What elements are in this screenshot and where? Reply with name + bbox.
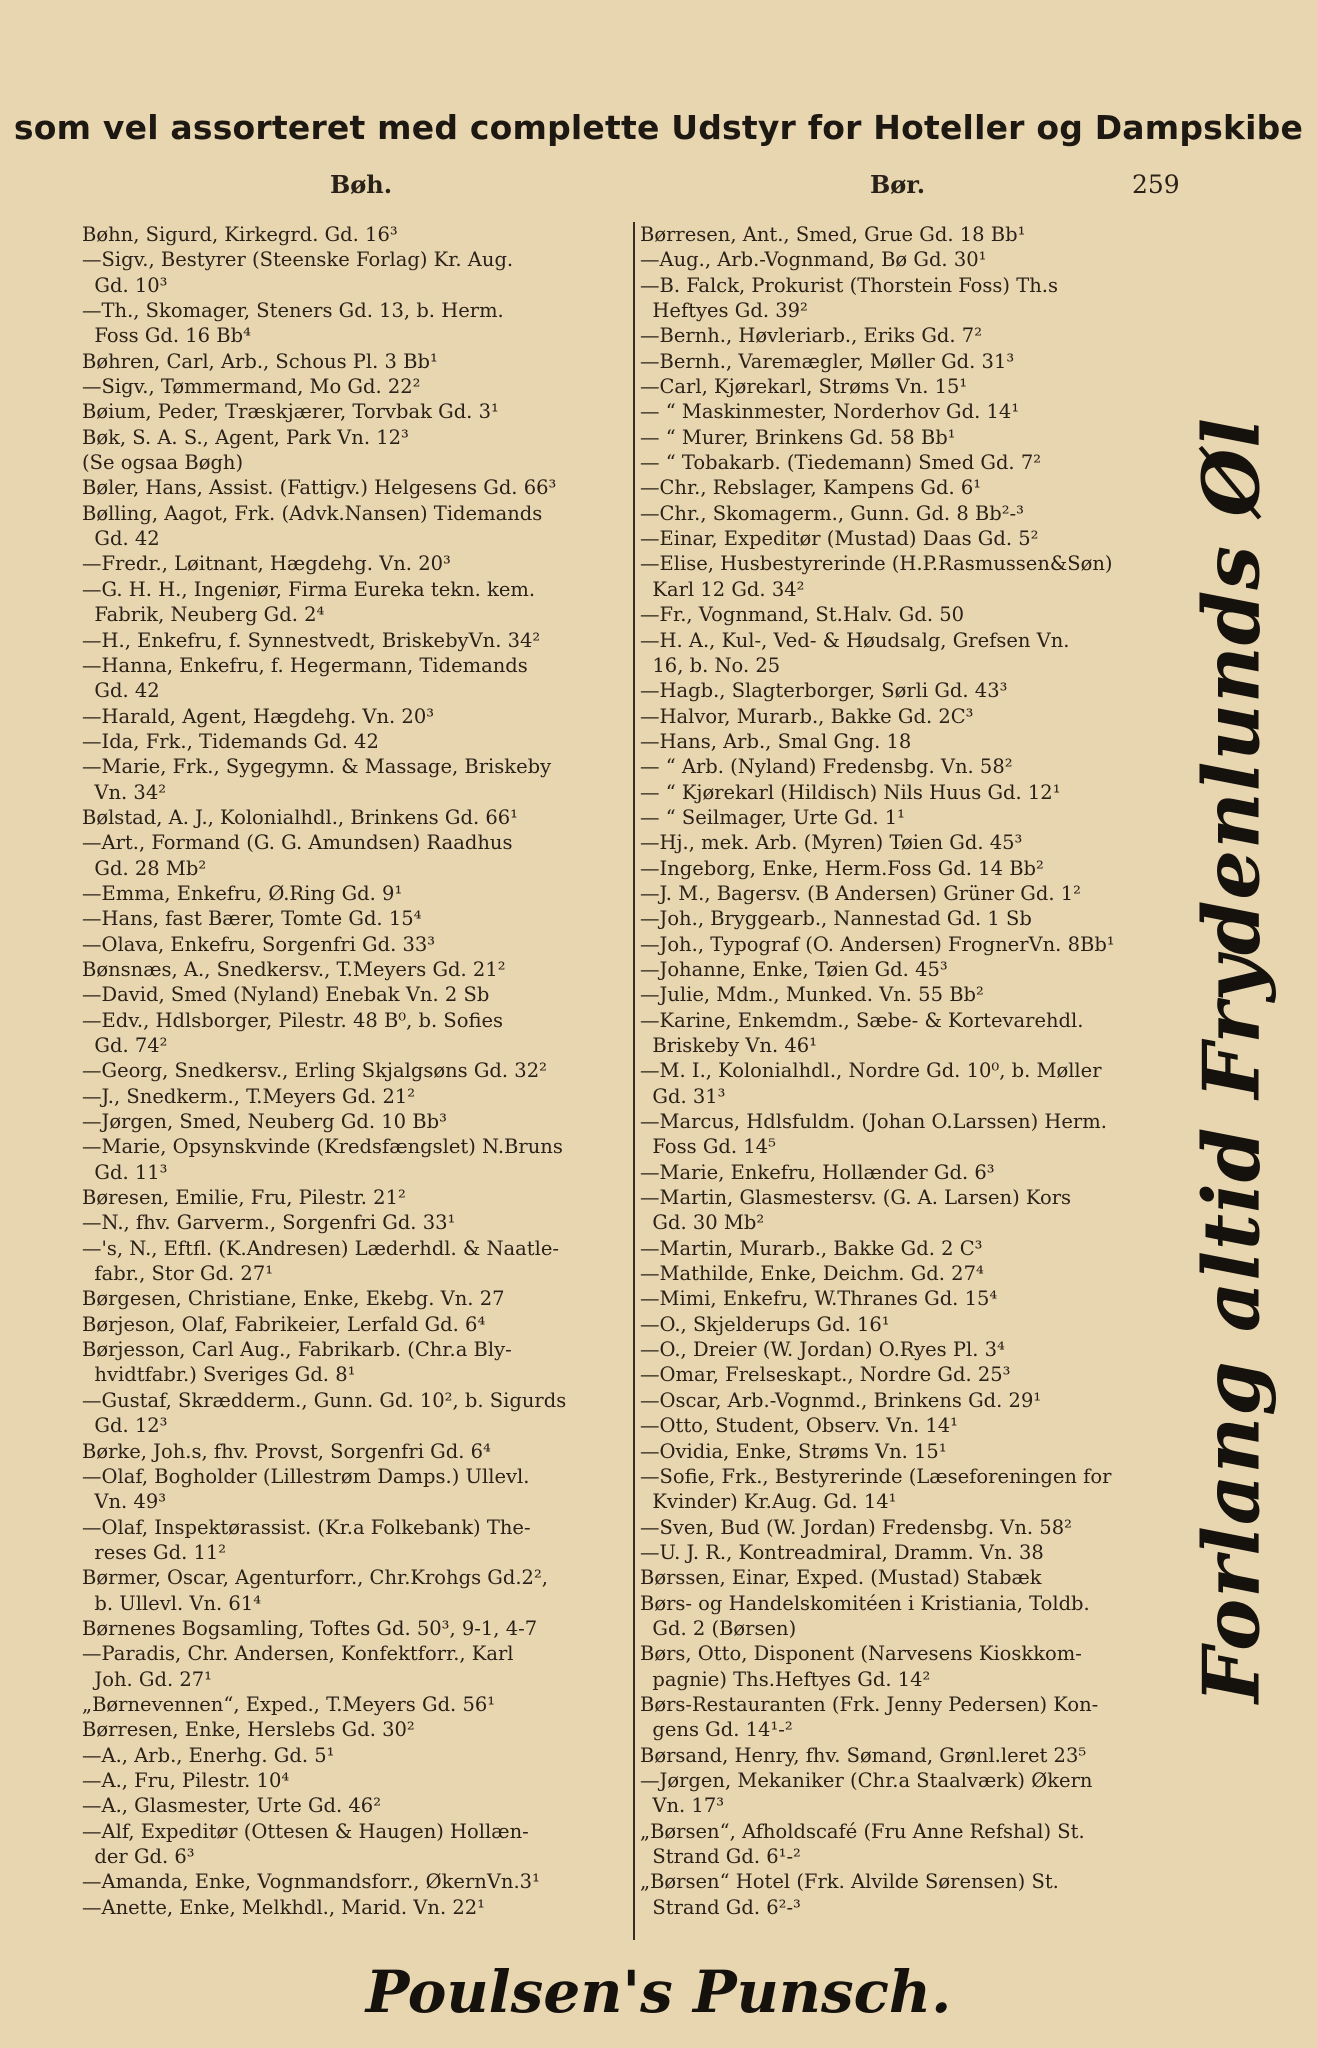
directory-entry-line: —M. I., Kolonialhdl., Nordre Gd. 10⁰, b. Møller: [640, 1059, 1102, 1083]
directory-entry-line: Gd. 74²: [82, 1034, 168, 1057]
column-divider: [633, 222, 635, 1940]
directory-entry-line: „Børnevennen“, Exped., T.Meyers Gd. 56¹: [82, 1692, 496, 1716]
directory-entry-line: Bøk, S. A. S., Agent, Park Vn. 12³: [82, 425, 409, 449]
directory-entry-line: —Einar, Expeditør (Mustad) Daas Gd. 5²: [640, 527, 1039, 551]
directory-entry-line: Børs- og Handelskomitéen i Kristiania, Toldb.: [640, 1591, 1090, 1615]
directory-entry-line: Børke, Joh.s, fhv. Provst, Sorgenfri Gd. 6⁴: [82, 1439, 491, 1463]
directory-entry-line: Gd. 31³: [640, 1084, 726, 1108]
directory-entry-line: —Joh., Typograf (O. Andersen) FrognerVn. 8Bb¹: [640, 932, 1115, 956]
directory-entry-line: Vn. 17³: [640, 1794, 725, 1818]
directory-entry-line: Strand Gd. 6¹-²: [640, 1845, 801, 1868]
directory-entry-line: Kvinder) Kr.Aug. Gd. 14¹: [640, 1490, 897, 1514]
directory-entry-line: Børesen, Emilie, Fru, Pilestr. 21²: [82, 1186, 406, 1210]
directory-entry-line: —Th., Skomager, Steners Gd. 13, b. Herm.: [82, 299, 504, 323]
directory-entry-line: —Ida, Frk., Tidemands Gd. 42: [82, 729, 379, 753]
directory-entry-line: —Marie, Frk., Sygegymn. & Massage, Briskeby: [82, 755, 552, 779]
directory-entry-line: —Emma, Enkefru, Ø.Ring Gd. 9¹: [82, 881, 403, 905]
directory-entry-line: —Mimi, Enkefru, W.Thranes Gd. 15⁴: [640, 1287, 998, 1311]
directory-entry-line: Børnenes Bogsamling, Toftes Gd. 50³, 9-1, 4-7: [82, 1616, 538, 1640]
directory-entry-line: — “ Seilmager, Urte Gd. 1¹: [640, 805, 905, 829]
directory-entry-line: —Chr., Skomagerm., Gunn. Gd. 8 Bb²-³: [640, 501, 1024, 525]
directory-entry-line: —A., Glasmester, Urte Gd. 46²: [82, 1794, 382, 1818]
directory-entry-line: Joh. Gd. 27¹: [82, 1667, 212, 1691]
directory-entry-line: —Omar, Frelseskapt., Nordre Gd. 25³: [640, 1363, 1011, 1387]
directory-entry-line: Bøhn, Sigurd, Kirkegrd. Gd. 16³: [82, 223, 398, 246]
directory-entry-line: —Fredr., Løitnant, Hægdehg. Vn. 20³: [82, 552, 451, 576]
directory-entry-line: Børgesen, Christiane, Enke, Ekebg. Vn. 27: [82, 1287, 505, 1311]
directory-entry-line: —Halvor, Murarb., Bakke Gd. 2C³: [640, 704, 974, 728]
directory-entry-line: —Julie, Mdm., Munked. Vn. 55 Bb²: [640, 983, 984, 1007]
directory-entry-line: —Martin, Murarb., Bakke Gd. 2 C³: [640, 1236, 983, 1260]
directory-entry-line: Gd. 11³: [82, 1160, 168, 1184]
directory-entry-line: Børjeson, Olaf, Fabrikeier, Lerfald Gd. 6⁴: [82, 1312, 486, 1336]
directory-entry-line: Børsand, Henry, fhv. Sømand, Grønl.leret 23⁵: [640, 1743, 1087, 1767]
directory-entry-line: —Bernh., Varemægler, Møller Gd. 31³: [640, 349, 1015, 373]
directory-entry-line: — “ Tobakarb. (Tiedemann) Smed Gd. 7²: [640, 451, 1042, 475]
directory-entry-line: —O., Dreier (W. Jordan) O.Ryes Pl. 3⁴: [640, 1338, 1005, 1362]
directory-entry-line: —Olaf, Bogholder (Lillestrøm Damps.) Ullevl.: [82, 1464, 530, 1488]
directory-entry-line: —Anette, Enke, Melkhdl., Marid. Vn. 22¹: [82, 1895, 485, 1919]
directory-entry-line: b. Ullevl. Vn. 61⁴: [82, 1591, 262, 1615]
vertical-advertisement: Forlang altid Frydenlunds Øl: [1186, 417, 1278, 1703]
directory-entry-line: —Paradis, Chr. Andersen, Konfektforr., Karl: [82, 1642, 514, 1666]
directory-entry-line: 16, b. No. 25: [640, 653, 781, 677]
directory-entry-line: Børmer, Oscar, Agenturforr., Chr.Krohgs Gd.2²,: [82, 1566, 548, 1590]
directory-entry-line: —Art., Formand (G. G. Amundsen) Raadhus: [82, 831, 513, 855]
directory-entry-line: —Fr., Vognmand, St.Halv. Gd. 50: [640, 603, 965, 627]
directory-entry-line: —Hagb., Slagterborger, Sørli Gd. 43³: [640, 679, 1008, 703]
directory-entry-line: —Amanda, Enke, Vognmandsforr., ØkernVn.3¹: [82, 1870, 540, 1894]
directory-entry-line: —J. M., Bagersv. (B Andersen) Grüner Gd. 1²: [640, 881, 1081, 905]
directory-entry-line: —Hans, fast Bærer, Tomte Gd. 15⁴: [82, 907, 422, 931]
directory-entry-line: Gd. 12³: [82, 1414, 168, 1438]
bottom-advertisement: Poulsen's Punsch.: [365, 1958, 952, 2026]
directory-entry-line: Foss Gd. 14⁵: [640, 1135, 776, 1159]
directory-entry-line: Bønsnæs, A., Snedkersv., T.Meyers Gd. 21²: [82, 957, 506, 981]
directory-entry-line: Børjesson, Carl Aug., Fabrikarb. (Chr.a Bly-: [82, 1338, 512, 1362]
directory-entry-line: —A., Fru, Pilestr. 10⁴: [82, 1768, 290, 1792]
directory-entry-line: —Marcus, Hdlsfuldm. (Johan O.Larssen) Herm.: [640, 1110, 1107, 1134]
directory-entry-line: Strand Gd. 6²-³: [640, 1895, 801, 1919]
directory-entry-line: —Carl, Kjørekarl, Strøms Vn. 15¹: [640, 375, 968, 399]
directory-entry-line: der Gd. 6³: [82, 1845, 195, 1868]
directory-entry-line: —Johanne, Enke, Tøien Gd. 45³: [640, 957, 948, 981]
directory-entry-line: — “ Murer, Brinkens Gd. 58 Bb¹: [640, 425, 956, 449]
directory-entry-line: —N., fhv. Garverm., Sorgenfri Gd. 33¹: [82, 1211, 456, 1235]
directory-entry-line: —Martin, Glasmestersv. (G. A. Larsen) Kors: [640, 1186, 1072, 1210]
directory-entry-line: Heftyes Gd. 39²: [640, 299, 808, 323]
directory-entry-line: —Sigv., Bestyrer (Steenske Forlag) Kr. Aug.: [82, 248, 514, 272]
directory-entry-line: pagnie) Ths.Heftyes Gd. 14²: [640, 1667, 931, 1691]
directory-entry-line: Børs, Otto, Disponent (Narvesens Kioskkom-: [640, 1642, 1082, 1666]
directory-entry-line: —Sofie, Frk., Bestyrerinde (Læseforeningen for: [640, 1464, 1112, 1488]
directory-entry-line: — “ Kjørekarl (Hildisch) Nils Huus Gd. 12¹: [640, 780, 1061, 804]
directory-entry-line: —Aug., Arb.-Vognmand, Bø Gd. 30¹: [640, 248, 987, 272]
directory-entry-line: —Ingeborg, Enke, Herm.Foss Gd. 14 Bb²: [640, 856, 1044, 880]
directory-entry-line: — “ Arb. (Nyland) Fredensbg. Vn. 58²: [640, 755, 1013, 779]
directory-entry-line: —Ovidia, Enke, Strøms Vn. 15¹: [640, 1439, 947, 1463]
directory-entry-line: —David, Smed (Nyland) Enebak Vn. 2 Sb: [82, 983, 490, 1007]
directory-entry-line: Gd. 42: [82, 527, 160, 551]
directory-entry-line: —O., Skjelderups Gd. 16¹: [640, 1312, 890, 1336]
directory-entry-line: —Otto, Student, Observ. Vn. 14¹: [640, 1414, 958, 1438]
directory-entry-line: —Sven, Bud (W. Jordan) Fredensbg. Vn. 58²: [640, 1515, 1072, 1539]
directory-entry-line: —Olava, Enkefru, Sorgenfri Gd. 33³: [82, 932, 436, 956]
directory-entry-line: Gd. 30 Mb²: [640, 1211, 765, 1235]
right-column: [640, 222, 1170, 1920]
directory-entry-line: gens Gd. 14¹-²: [640, 1718, 793, 1742]
directory-entry-line: Bølling, Aagot, Frk. (Advk.Nansen) Tidemands: [82, 501, 543, 525]
directory-entry-line: —Chr., Rebslager, Kampens Gd. 6¹: [640, 476, 982, 500]
directory-entry-line: —Karine, Enkemdm., Sæbe- & Kortevarehdl.: [640, 1008, 1084, 1032]
directory-entry-line: Karl 12 Gd. 34²: [640, 577, 805, 601]
directory-entry-line: Briskeby Vn. 46¹: [640, 1034, 818, 1057]
directory-entry-line: —U. J. R., Kontreadmiral, Dramm. Vn. 38: [640, 1540, 1044, 1564]
directory-entry-line: hvidtfabr.) Sveriges Gd. 8¹: [82, 1363, 356, 1387]
directory-entry-line: (Se ogsaa Bøgh): [82, 451, 244, 475]
directory-entry-line: —Hans, Arb., Smal Gng. 18: [640, 729, 912, 753]
directory-entry-line: Bøhren, Carl, Arb., Schous Pl. 3 Bb¹: [82, 349, 438, 373]
directory-entry-line: —Joh., Bryggearb., Nannestad Gd. 1 Sb: [640, 907, 1032, 931]
directory-entry-line: —Hanna, Enkefru, f. Hegermann, Tidemands: [82, 653, 528, 677]
directory-entry-line: —Marie, Opsynskvinde (Kredsfængslet) N.Bruns: [82, 1135, 563, 1159]
directory-entry-line: —H., Enkefru, f. Synnestvedt, BriskebyVn. 34²: [82, 628, 541, 652]
directory-entry-line: —Marie, Enkefru, Hollænder Gd. 6³: [640, 1160, 995, 1184]
directory-entry-line: Bøler, Hans, Assist. (Fattigv.) Helgesens Gd. 66³: [82, 476, 557, 500]
directory-entry-line: —Hj., mek. Arb. (Myren) Tøien Gd. 45³: [640, 831, 1023, 855]
directory-entry-line: —Georg, Snedkersv., Erling Skjalgsøns Gd. 32²: [82, 1059, 547, 1083]
directory-entry-line: Vn. 34²: [82, 780, 167, 804]
directory-entry-line: Gd. 28 Mb²: [82, 856, 207, 880]
directory-entry-line: —G. H. H., Ingeniør, Firma Eureka tekn. kem.: [82, 577, 536, 601]
directory-entry-line: Fabrik, Neuberg Gd. 2⁴: [82, 603, 325, 627]
directory-entry-line: Bøium, Peder, Træskjærer, Torvbak Gd. 3¹: [82, 400, 499, 424]
directory-entry-line: —H. A., Kul-, Ved- & Høudsalg, Grefsen Vn.: [640, 628, 1070, 652]
running-header-right: Bør.: [870, 170, 926, 199]
directory-entry-line: —Harald, Agent, Hægdehg. Vn. 20³: [82, 704, 435, 728]
directory-entry-line: —Alf, Expeditør (Ottesen & Haugen) Hollæn-: [82, 1819, 529, 1843]
directory-entry-line: — “ Maskinmester, Norderhov Gd. 14¹: [640, 400, 1020, 424]
directory-entry-line: —'s, N., Eftfl. (K.Andresen) Læderhdl. & Naatle-: [82, 1236, 560, 1260]
directory-entry-line: Foss Gd. 16 Bb⁴: [82, 324, 251, 348]
running-header-left: Bøh.: [330, 170, 393, 199]
directory-entry-line: Gd. 42: [82, 679, 160, 703]
directory-entry-line: —Olaf, Inspektørassist. (Kr.a Folkebank) The-: [82, 1515, 531, 1539]
directory-entry-line: —Elise, Husbestyrerinde (H.P.Rasmussen&Søn): [640, 552, 1113, 576]
directory-entry-line: „Børsen“, Afholdscafé (Fru Anne Refshal) St.: [640, 1819, 1085, 1843]
directory-entry-line: Børresen, Ant., Smed, Grue Gd. 18 Bb¹: [640, 223, 1026, 246]
directory-entry-line: Gd. 10³: [82, 273, 168, 297]
directory-entry-line: —Bernh., Høvleriarb., Eriks Gd. 7²: [640, 324, 983, 348]
directory-entry-line: fabr., Stor Gd. 27¹: [82, 1262, 274, 1286]
directory-entry-line: —Jørgen, Mekaniker (Chr.a Staalværk) Økern: [640, 1768, 1093, 1792]
directory-entry-line: —Oscar, Arb.-Vognmd., Brinkens Gd. 29¹: [640, 1388, 1042, 1412]
banner-advertisement: som vel assorteret med complette Udstyr for Hoteller og Dampskibe: [13, 108, 1304, 147]
directory-entry-line: Vn. 49³: [82, 1490, 167, 1514]
directory-entry-line: —J., Snedkerm., T.Meyers Gd. 21²: [82, 1084, 416, 1108]
directory-entry-line: Børssen, Einar, Exped. (Mustad) Stabæk: [640, 1566, 1042, 1590]
directory-entry-line: „Børsen“ Hotel (Frk. Alvilde Sørensen) St.: [640, 1870, 1059, 1894]
directory-entry-line: —Gustaf, Skrædderm., Gunn. Gd. 10², b. Sigurds: [82, 1388, 567, 1412]
directory-entry-line: Gd. 2 (Børsen): [640, 1616, 797, 1640]
directory-entry-line: —Edv., Hdlsborger, Pilestr. 48 B⁰, b. Sofies: [82, 1008, 504, 1032]
left-column: [82, 222, 627, 1920]
directory-entry-line: —Sigv., Tømmermand, Mo Gd. 22²: [82, 375, 421, 399]
directory-entry-line: —Jørgen, Smed, Neuberg Gd. 10 Bb³: [82, 1110, 447, 1134]
directory-entry-line: Børs-Restauranten (Frk. Jenny Pedersen) Kon-: [640, 1692, 1099, 1716]
directory-entry-line: —A., Arb., Enerhg. Gd. 5¹: [82, 1743, 335, 1767]
directory-entry-line: Børresen, Enke, Herslebs Gd. 30²: [82, 1718, 415, 1742]
page-number: 259: [1132, 170, 1180, 199]
directory-entry-line: Bølstad, A. J., Kolonialhdl., Brinkens Gd. 66¹: [82, 805, 518, 829]
directory-entry-line: —Mathilde, Enke, Deichm. Gd. 27⁴: [640, 1262, 984, 1286]
directory-entry-line: —B. Falck, Prokurist (Thorstein Foss) Th.s: [640, 273, 1058, 297]
directory-entry-line: reses Gd. 11²: [82, 1540, 227, 1564]
